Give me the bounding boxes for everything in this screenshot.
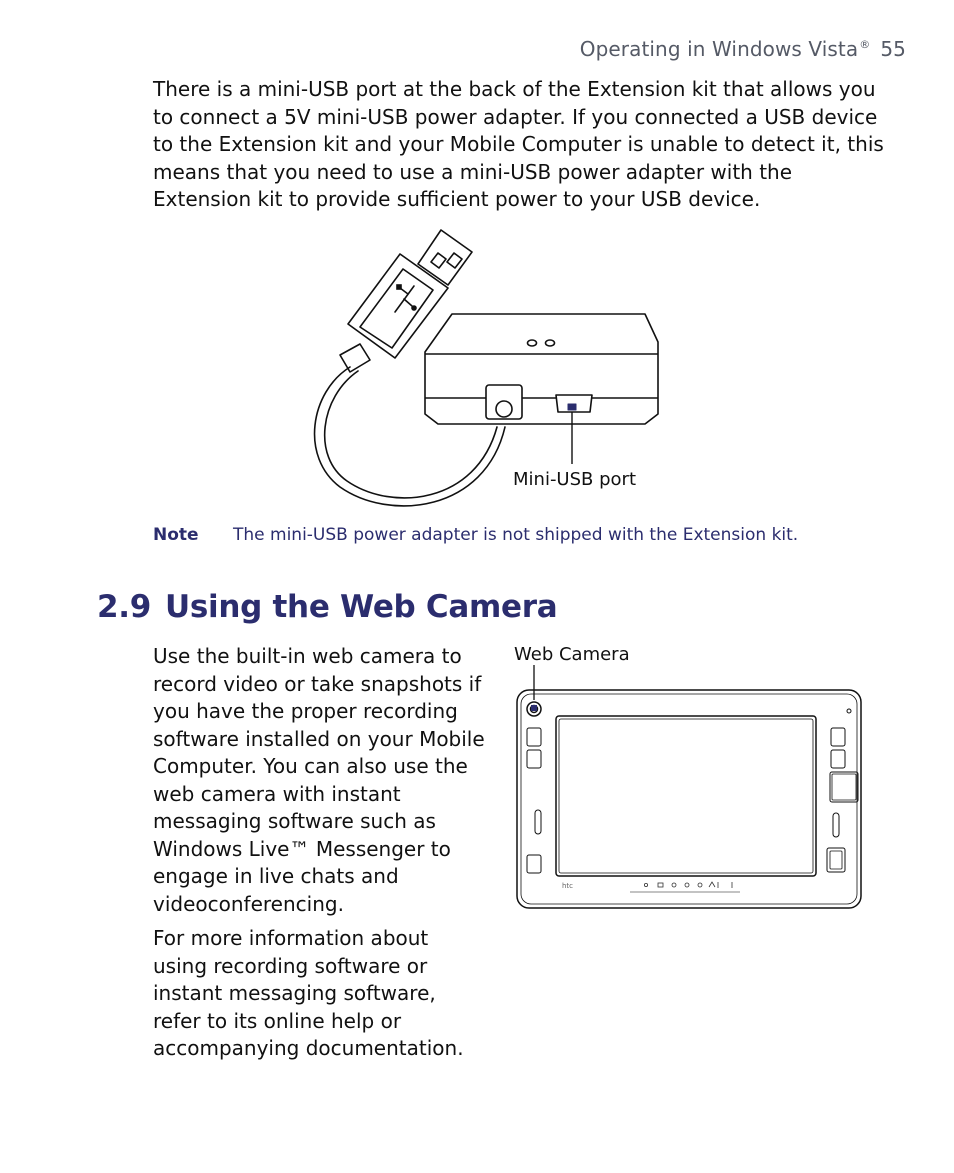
left-button-3 [527, 855, 541, 873]
intro-paragraph: There is a mini-USB port at the back of the Extension kit that allows you to connect a 5V mini-USB power adapter. If you connected a USB device to the Extension kit and your Mobile Computer is unable to detect it, this means that you need to use a mini-USB power adapter with the Extension kit to provide sufficient power to your USB device. [153, 77, 884, 211]
running-header [580, 37, 906, 61]
webcam-paragraph-2: For more information about using recording software or instant messaging software, refer to its online help or accompanying documentation. [153, 926, 464, 1060]
note-text: The mini-USB power adapter is not shipped with the Extension kit. [233, 525, 799, 545]
page-number: 55 [880, 37, 906, 61]
device-screen [556, 716, 816, 876]
usb-symbol-icon [395, 285, 416, 312]
note-label: Note [153, 525, 199, 545]
right-button-1 [831, 728, 845, 746]
htc-logo: htc [562, 882, 574, 890]
section-title: Using the Web Camera [165, 589, 558, 625]
left-button-2 [527, 750, 541, 768]
left-slider [535, 810, 541, 834]
mobile-computer-illustration [510, 665, 870, 915]
right-button-2 [831, 750, 845, 768]
webcam-paragraph-1: Use the built-in web camera to record video or take snapshots if you have the proper recording software installed on your Mobile Computer. You can also use the web camera with instant messaging software such as Windows Live™ Messenger to engage in live chats and videoconferencing. [153, 644, 485, 916]
header-title: Operating in Windows Vista [579, 37, 859, 61]
left-button-1 [527, 728, 541, 746]
header-trademark: ® [859, 38, 871, 52]
section-heading [97, 589, 557, 625]
section-number: 2.9 [97, 589, 152, 625]
web-camera-label: Web Camera [514, 644, 630, 665]
cable-strain-relief [340, 344, 370, 372]
right-slider [833, 813, 839, 837]
mini-usb-port-label: Mini-USB port [513, 469, 637, 490]
extension-kit-box [425, 314, 658, 424]
web-camera-marker [531, 705, 537, 711]
directional-pad [830, 772, 858, 802]
status-icons [644, 882, 732, 888]
